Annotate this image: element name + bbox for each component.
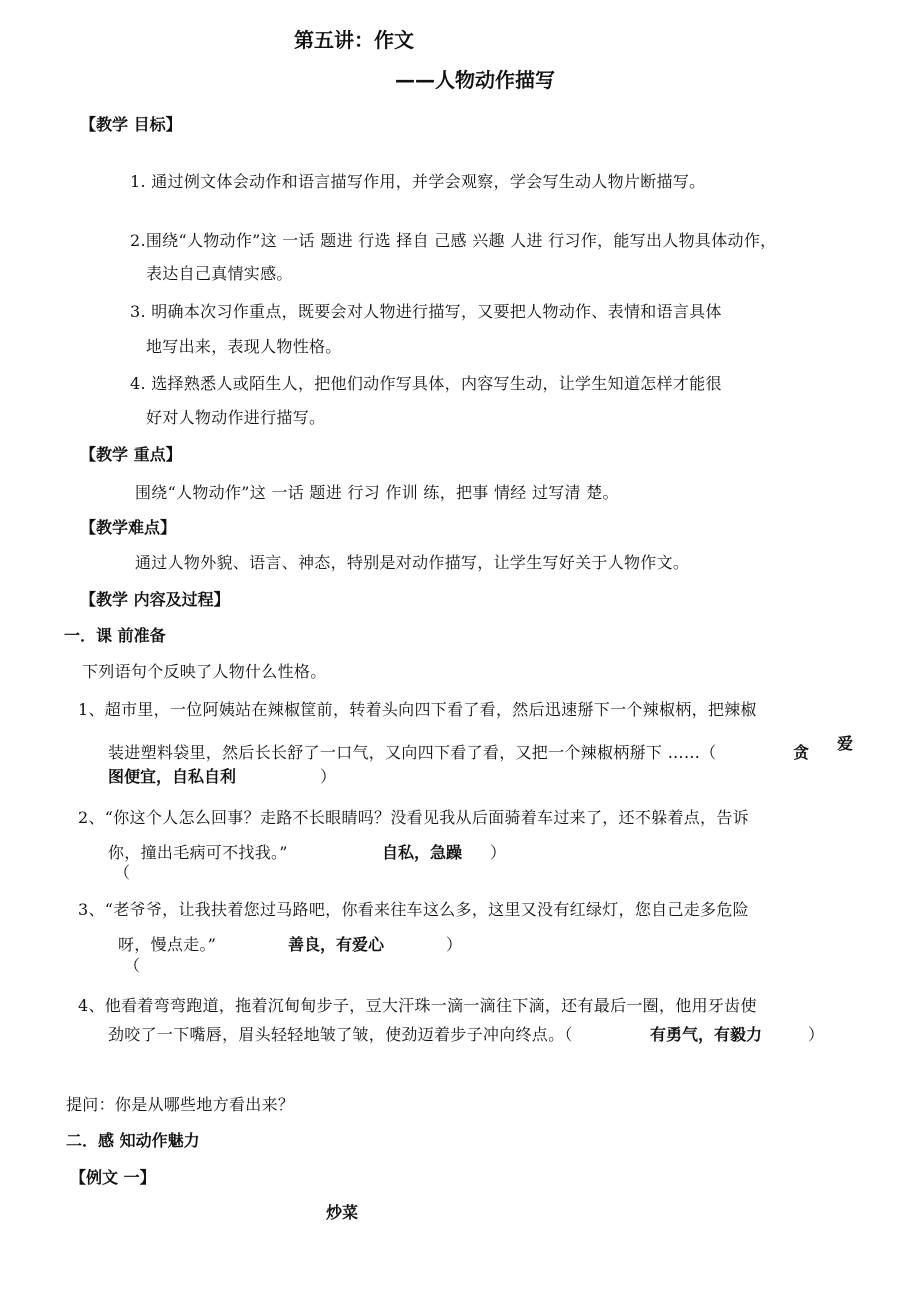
example-label: 【例文 一】 — [70, 1168, 156, 1187]
example2-line2: 你，撞出毛病可不找我。” — [108, 843, 288, 862]
example1-line2: 装进塑料袋里，然后长长舒了一口气，又向四下看了看，又把一个辣椒柄掰下 ……（ — [108, 743, 717, 762]
key-points-text: 围绕“人物动作”这 一话 题进 行习 作训 练，把事 情经 过写清 楚。 — [135, 483, 619, 502]
example1-answer: 图便宜，自私自利 — [108, 767, 237, 786]
difficulties-text: 通过人物外貌、语言、神态，特别是对动作描写，让学生写好关于人物作文。 — [135, 553, 690, 572]
example-title: 炒菜 — [326, 1203, 359, 1222]
example3-line2: 呀，慢点走。” — [118, 935, 217, 954]
example1-answer-part: 贪 — [793, 743, 810, 762]
objective-2-line1: 2.围绕“人物动作”这 一话 题进 行选 择自 己感 兴趣 人进 行习作，能写出人物具体动作， — [130, 231, 777, 250]
example3-close-paren: ） — [446, 935, 463, 954]
objective-3-line2: 地写出来，表现人物性格。 — [146, 337, 342, 356]
example2-close-paren: ） — [490, 843, 507, 862]
example2-line1: 2、“你这个人怎么回事？走路不长眼睛吗？没看见我从后面骑着车过来了，还不躲着点，告诉 — [78, 808, 749, 827]
example4-line1: 4、他看着弯弯跑道，拖着沉甸甸步子，豆大汗珠一滴一滴往下滴，还有最后一圈，他用牙齿使 — [78, 996, 757, 1015]
question-text: 提问：你是从哪些地方看出来？ — [66, 1095, 295, 1114]
lesson-title: 第五讲：作文 — [294, 28, 414, 52]
example2-answer: 自私，急躁 — [382, 843, 463, 862]
section1-intro: 下列语句个反映了人物什么性格。 — [82, 662, 327, 681]
objective-2-line2: 表达自己真情实感。 — [146, 264, 293, 283]
example1-answer-part2: 爱 — [837, 734, 854, 753]
example4-close-paren: ） — [808, 1025, 825, 1044]
key-points-heading: 【教学 重点】 — [80, 445, 182, 464]
objective-4-line2: 好对人物动作进行描写。 — [146, 408, 326, 427]
example4-answer: 有勇气，有毅力 — [650, 1025, 763, 1044]
lesson-subtitle: ——人物动作描写 — [395, 68, 555, 92]
objective-1: 1. 通过例文体会动作和语言描写作用，并学会观察，学会写生动人物片断描写。 — [130, 172, 706, 191]
objectives-heading: 【教学 目标】 — [80, 115, 182, 134]
example3-answer: 善良，有爱心 — [288, 935, 385, 954]
section2-heading: 二．感 知动作魅力 — [66, 1131, 200, 1150]
difficulties-heading: 【教学难点】 — [80, 518, 177, 537]
objective-3-line1: 3. 明确本次习作重点，既要会对人物进行描写，又要把人物动作、表情和语言具体 — [130, 302, 722, 321]
example1-close-paren: ） — [320, 767, 337, 786]
objective-4-line1: 4. 选择熟悉人或陌生人，把他们动作写具体，内容写生动，让学生知道怎样才能很 — [130, 374, 722, 393]
example1-line1: 1、超市里，一位阿姨站在辣椒筐前，转着头向四下看了看，然后迅速掰下一个辣椒柄，把辣椒 — [78, 700, 757, 719]
example3-line1: 3、“老爷爷，让我扶着您过马路吧，你看来往车这么多，这里又没有红绿灯，您自己走多危险 — [78, 900, 749, 919]
example3-open-paren: （ — [124, 956, 141, 975]
example4-line2: 劲咬了一下嘴唇，眉头轻轻地皱了皱，使劲迈着步子冲向终点。（ — [108, 1025, 573, 1044]
example2-open-paren: （ — [114, 863, 131, 882]
section1-heading: 一．课 前准备 — [64, 626, 166, 645]
process-heading: 【教学 内容及过程】 — [80, 590, 230, 609]
